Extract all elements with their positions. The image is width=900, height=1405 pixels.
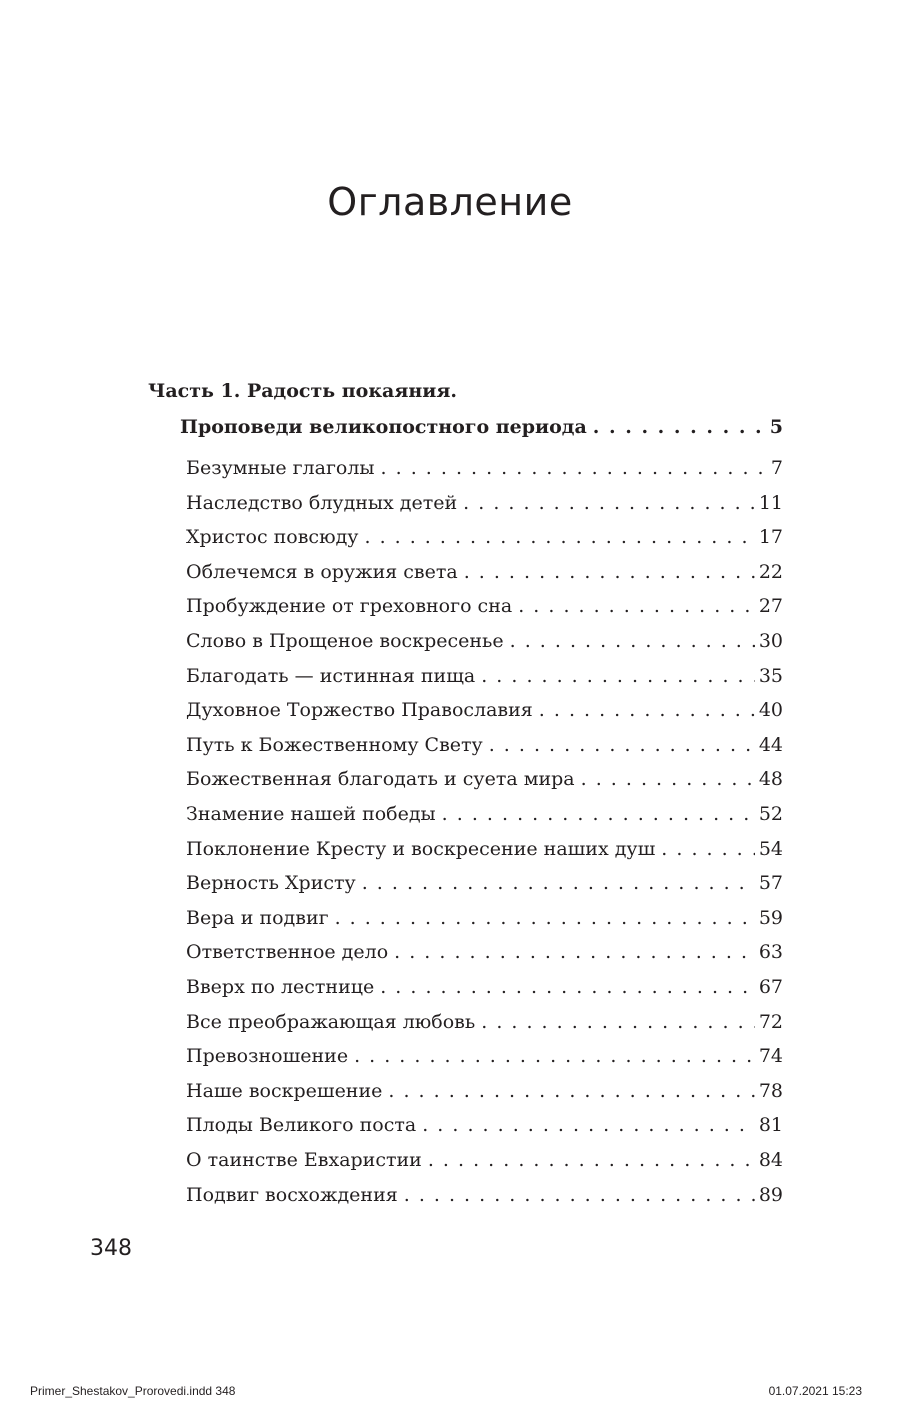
toc-entry-title: Облечемся в оружия света [186, 555, 464, 589]
toc-dot-leader [394, 935, 755, 969]
toc-dot-leader [380, 970, 755, 1004]
toc-entry-title: Плоды Великого поста [186, 1108, 422, 1142]
toc-entry-page: 27 [755, 589, 783, 623]
toc-dot-leader [422, 1108, 755, 1142]
toc-dot-leader [510, 624, 755, 658]
toc-entry-page: 7 [767, 451, 783, 485]
toc-entry-page: 57 [755, 866, 783, 900]
toc-entry-page: 52 [755, 797, 783, 831]
toc-entry-title: Наше воскрешение [186, 1074, 388, 1108]
toc-entry-title: Вверх по лестнице [186, 970, 380, 1004]
toc-dot-leader [463, 486, 755, 520]
toc-entry-page: 11 [755, 486, 783, 520]
toc-entry-page: 78 [755, 1074, 783, 1108]
part-title: Часть 1. Радость покаяния. [148, 380, 458, 402]
toc-entry [186, 1108, 783, 1142]
toc-section-row [180, 410, 783, 444]
page-title: Оглавление [327, 180, 573, 224]
toc-entry [186, 486, 783, 520]
toc-entry [186, 451, 783, 485]
toc-dot-leader [481, 1005, 755, 1039]
toc-entry-title: Знамение нашей победы [186, 797, 442, 831]
toc-entry-page: 54 [755, 832, 783, 866]
toc-entry-page: 30 [755, 624, 783, 658]
toc-entry-page: 40 [755, 693, 783, 727]
print-slug-file: Primer_Shestakov_Prorovedi.indd 348 [30, 1384, 236, 1398]
toc-entry [186, 762, 783, 796]
toc-dot-leader [381, 451, 767, 485]
toc-dot-leader [481, 659, 755, 693]
toc-dot-leader [539, 693, 755, 727]
toc-entry [186, 1074, 783, 1108]
toc-dot-leader [489, 728, 755, 762]
toc-entry [186, 728, 783, 762]
toc-entry [186, 693, 783, 727]
toc-entry-page: 84 [755, 1143, 783, 1177]
toc-entry [186, 1143, 783, 1177]
toc-dot-leader [464, 555, 755, 589]
toc-dot-leader [428, 1143, 755, 1177]
toc-entry-page: 59 [755, 901, 783, 935]
toc-entry-page: 74 [755, 1039, 783, 1073]
toc-entry [186, 1039, 783, 1073]
toc-dot-leader [335, 901, 755, 935]
toc-entry-title: Христос повсюду [186, 520, 364, 554]
toc-dot-leader [404, 1178, 755, 1212]
toc-entry [186, 1005, 783, 1039]
toc-section-title: Проповеди великопостного периода [180, 410, 593, 444]
toc-dot-leader [593, 410, 766, 444]
toc-entry-page: 72 [755, 1005, 783, 1039]
toc-entry [186, 555, 783, 589]
toc-entry-page: 35 [755, 659, 783, 693]
toc-entry-title: О таинстве Евхаристии [186, 1143, 428, 1177]
toc-entry-page: 81 [755, 1108, 783, 1142]
toc-entry [186, 866, 783, 900]
page-number: 348 [90, 1236, 132, 1261]
toc-entry-page: 22 [755, 555, 783, 589]
toc-entry-title: Превозношение [186, 1039, 354, 1073]
toc-dot-leader [362, 866, 755, 900]
toc-entry-title: Безумные глаголы [186, 451, 381, 485]
toc-dot-leader [581, 762, 755, 796]
toc-entry [186, 935, 783, 969]
toc-dot-leader [442, 797, 755, 831]
toc-entry-title: Поклонение Кресту и воскресение наших душ [186, 832, 661, 866]
toc-entry-title: Путь к Божественному Свету [186, 728, 489, 762]
toc-entry-title: Слово в Прощеное воскресенье [186, 624, 510, 658]
toc-entry [186, 970, 783, 1004]
toc-entry-page: 48 [755, 762, 783, 796]
toc-section-page: 5 [766, 410, 783, 444]
toc-dot-leader [661, 832, 755, 866]
toc-entry [186, 1178, 783, 1212]
toc-dot-leader [518, 589, 755, 623]
toc-entry-title: Пробуждение от греховного сна [186, 589, 518, 623]
toc-entry [186, 797, 783, 831]
print-slug-date: 01.07.2021 15:23 [768, 1384, 862, 1398]
toc-dot-leader [354, 1039, 755, 1073]
toc-dot-leader [388, 1074, 754, 1108]
toc-entry-page: 63 [755, 935, 783, 969]
toc-entry [186, 520, 783, 554]
toc-entry [186, 589, 783, 623]
toc-entry-title: Наследство блудных детей [186, 486, 463, 520]
toc-entry [186, 624, 783, 658]
toc-entry-title: Божественная благодать и суета мира [186, 762, 581, 796]
toc-entry-title: Духовное Торжество Православия [186, 693, 539, 727]
toc-entry-page: 67 [755, 970, 783, 1004]
toc-entry-title: Верность Христу [186, 866, 362, 900]
toc-entry-title: Благодать — истинная пища [186, 659, 481, 693]
toc-entry-page: 44 [755, 728, 783, 762]
toc-entry-title: Вера и подвиг [186, 901, 335, 935]
toc-entry [186, 659, 783, 693]
toc-entry [186, 832, 783, 866]
toc-entry-title: Все преображающая любовь [186, 1005, 481, 1039]
toc-entry-page: 17 [755, 520, 783, 554]
toc-entry [186, 901, 783, 935]
toc-entry-title: Подвиг восхождения [186, 1178, 404, 1212]
toc-entry-title: Ответственное дело [186, 935, 394, 969]
toc-dot-leader [364, 520, 754, 554]
toc-entry-page: 89 [755, 1178, 783, 1212]
